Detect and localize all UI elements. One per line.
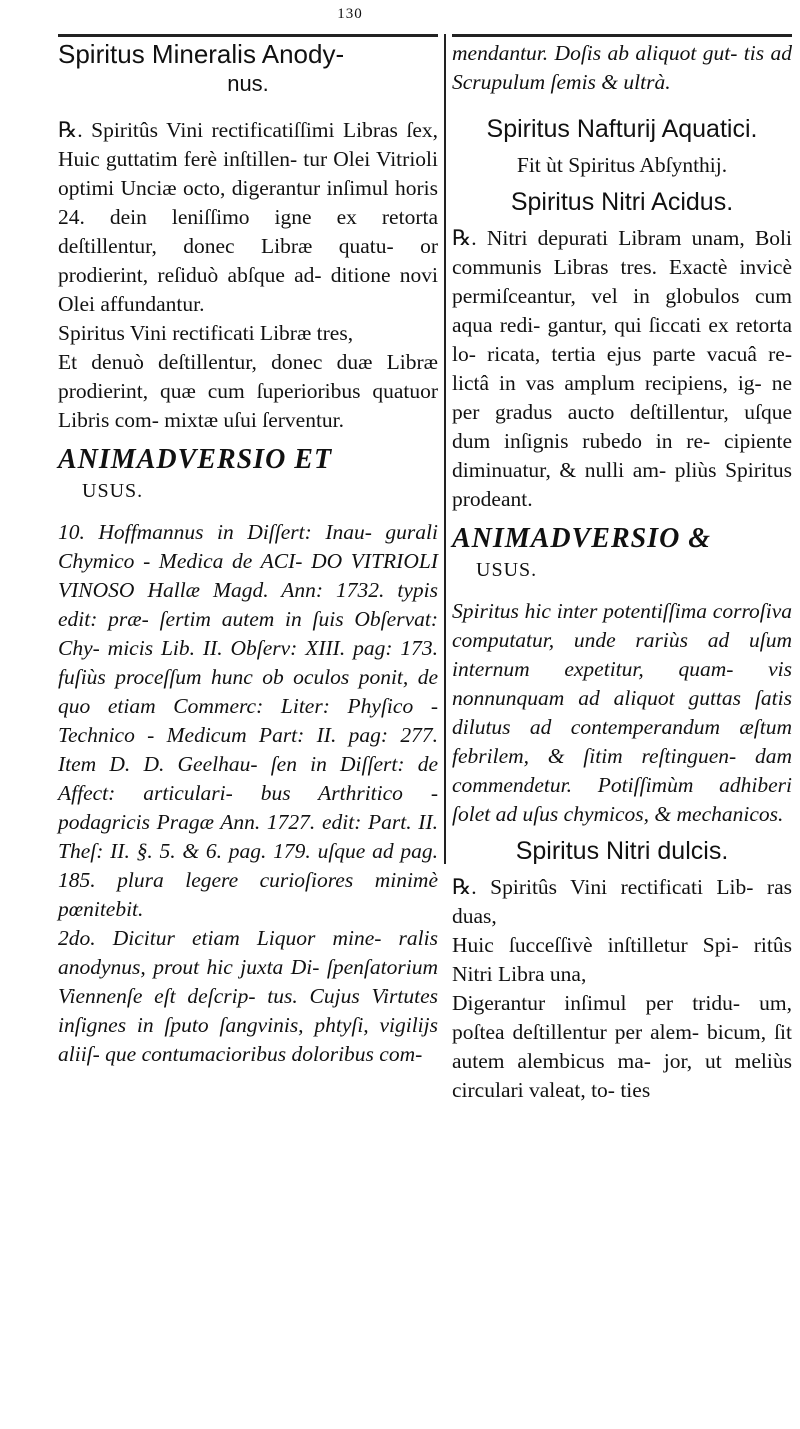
section-heading: Spiritus Nafturij Aquatici. [486, 115, 758, 143]
usus-heading: USUS. [82, 480, 144, 502]
recipe-paragraph: ℞. Nitri depurati Libram unam, Boli communis Libras tres. Exactè invicè permiſceantur, vel in globulos cum aqua redi- gantur, qui ſiccati ex retorta lo- ricata, tertia ejus parte vacuâ re- lictâ in vas amplum recipiens, ig- ne per gradus aucto deſtillentur, uſque dum inſignis rubedo in re- cipiente diminuatur, & nulli am- pliùs Spiritus prodeant. [452, 226, 792, 511]
recipe-paragraph: ℞. Spiritûs Vini rectificatiſſimi Libras ſex, Huic guttatim ferè inſtillen- tur Olei Vitrioli optimi Unciæ octo, digerantur inſimul horis 24. dein leniſſimo igne ex retorta deſtillentur, donec Libræ quatu- or prodierint, reſiduò abſque ad- ditione novi Olei affundantur. [58, 118, 438, 316]
section-title-continued: nus. [227, 71, 269, 96]
recipe-paragraph: ℞. Spiritûs Vini rectificati Lib- ras duas, [452, 875, 792, 928]
page-number: 130 [337, 6, 363, 22]
carry-over-text: mendantur. Doſis ab aliquot gut- tis ad Scrupulum ſemis & ultrà. [452, 34, 792, 97]
commentary-paragraph: Spiritus hic inter potentiſſima corroſiva computatur, unde rariùs ad uſum internum expetitur, quam- vis nonnunquam ad aliquot guttas ſatis dilutus ad contemperandum æſtum febrilem, & ſitim reſtinguen- dam commendetur. Potiſſimùm adhiberi ſolet ad uſus chymicos, & mechanicos. [452, 599, 792, 826]
section-title: Spiritus Mineralis Anody- [58, 34, 438, 69]
usus-heading: USUS. [476, 559, 538, 581]
right-column [452, 34, 792, 1105]
recipe-paragraph: Spiritus Vini rectificati Libræ tres, [58, 321, 354, 345]
recipe-paragraph: Et denuò deſtillentur, donec duæ Libræ prodierint, quæ cum ſuperioribus quatuor Libris com- mixtæ uſui ſerventur. [58, 350, 438, 432]
recipe-paragraph: Huic ſucceſſivè inſtilletur Spi- ritûs Nitri Libra una, [452, 933, 792, 986]
animadversio-heading: ANIMADVERSIO ET [58, 444, 333, 475]
recipe-paragraph: Digerantur inſimul per tridu- um, poſtea deſtillentur per alem- bicum, ſit autem alembicus ma- jor, ut meliùs circulari valeat, to- ties [452, 991, 792, 1102]
animadversio-heading: ANIMADVERSIO & [452, 523, 712, 554]
commentary-paragraph: 10. Hoffmannus in Diſſert: Inau- gurali Chymico - Medica de ACI- DO VITRIOLI VINOSO Hallæ Magd. Ann: 1732. typis edit: præ- ſertim autem in ſuis Obſervat: Chy- micis Lib. II. Obſerv: XIII. pag: 173. fuſiùs proceſſum hunc ob oculos ponit, de quo etiam Commerc: Liter: Phyſico - Technico - Medicum Part: II. pag: 277. Item D. D. Geelhau- ſen in Diſſert: de Affect: articulari- bus Arthritico - podagricis Pragæ Ann. 1727. edit: Part. II. Theſ: II. §. 5. & 6. pag. 179. uſque ad pag. 185. plura legere curioſiores minimè pœnitebit. [58, 520, 438, 921]
commentary-paragraph: 2do. Dicitur etiam Liquor mine- ralis anodynus, prout hic juxta Di- ſpenſatorium Viennenſe eſt deſcrip- tus. Cujus Virtutes inſignes in ſputo ſangvinis, phtyſi, vigilijs aliiſ- que contumacioribus doloribus com- [58, 926, 438, 1066]
left-column [58, 34, 446, 1066]
section-heading: Spiritus Nitri Acidus. [510, 188, 734, 216]
recipe-line: Fit ùt Spiritus Abſynthij. [516, 153, 728, 177]
section-heading: Spiritus Nitri dulcis. [515, 837, 729, 865]
